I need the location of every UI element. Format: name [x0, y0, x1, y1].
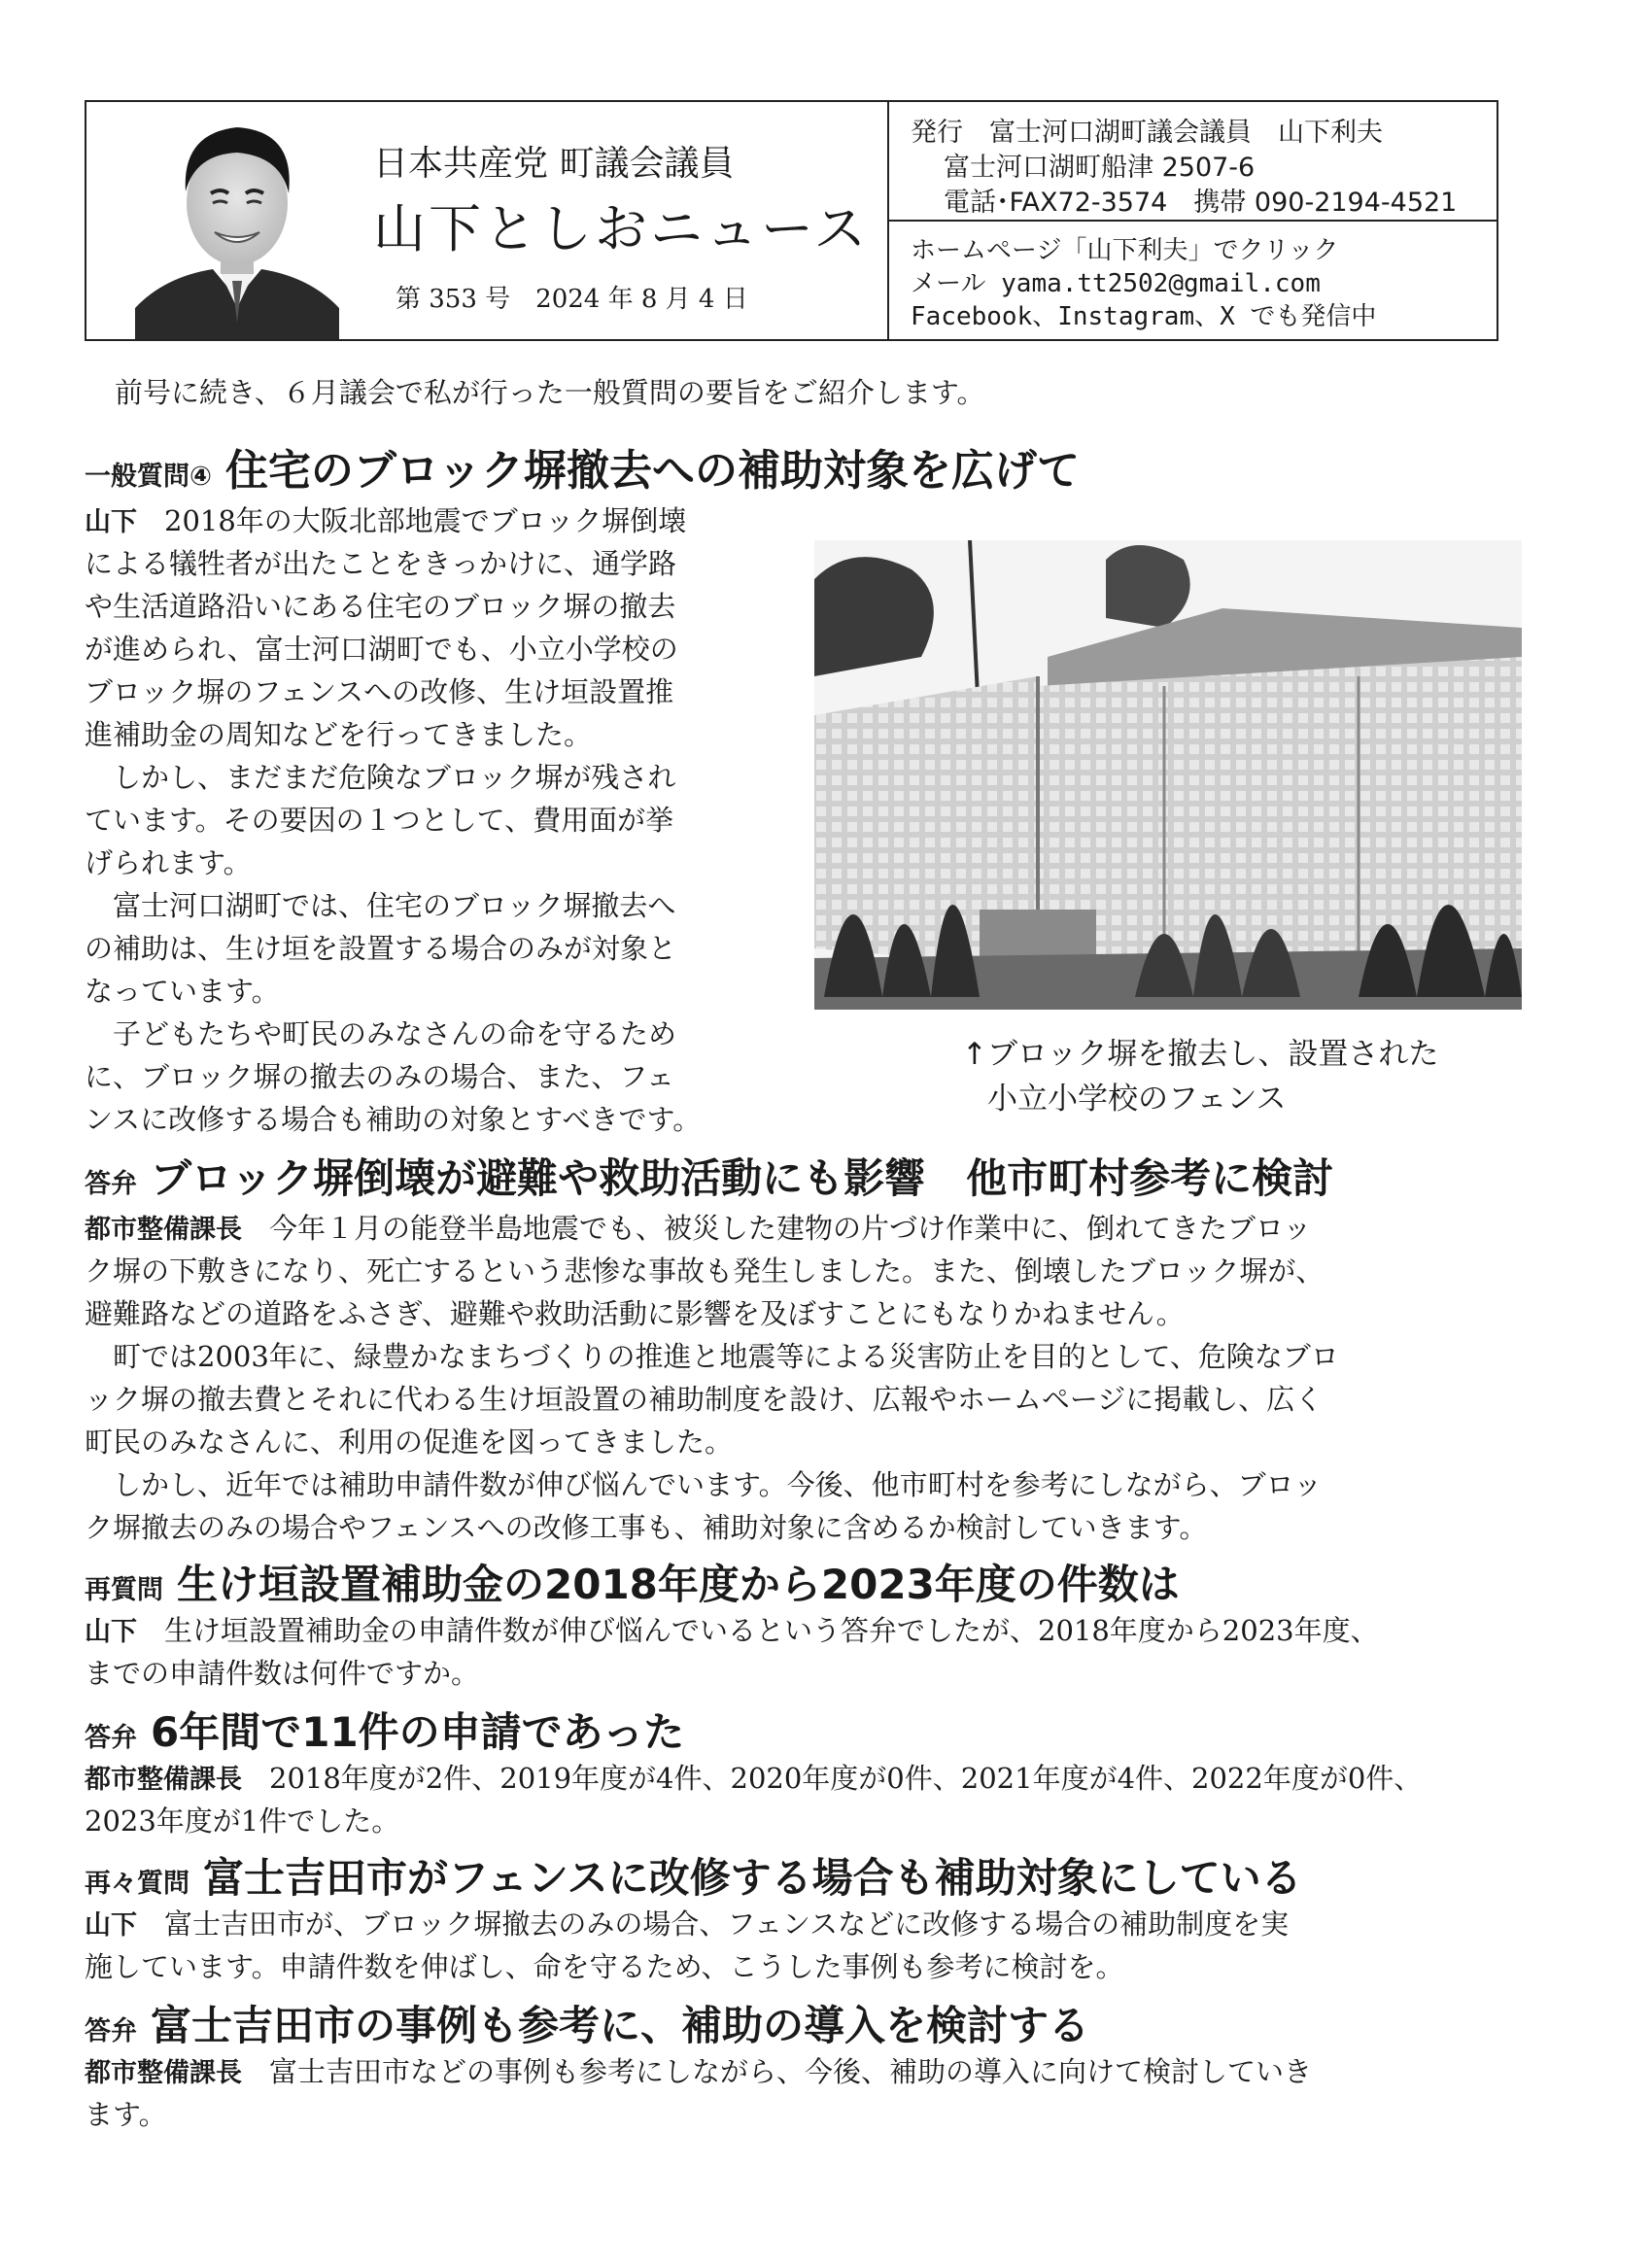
body-line: 都市整備課長 今年１月の能登半島地震でも、被災した建物の片づけ作業中に、倒れてきたブロッ [85, 1212, 1312, 1245]
section-tag: 再々質問 [85, 1869, 189, 1899]
body-line: 町民のみなさんに、利用の促進を図ってきました。 [85, 1426, 734, 1459]
issue-number-date: 第 353 号 2024 年 8 月 4 日 [396, 285, 748, 314]
body-line: に、ブロック塀の撤去のみの場合、また、フェ [85, 1060, 674, 1093]
party-affiliation: 日本共産党 町議会議員 [373, 144, 735, 184]
answer-heading [85, 1147, 1333, 1205]
question-heading [85, 435, 1080, 498]
section-title: ブロック塀倒壊が避難や救助活動にも影響 他市町村参考に検討 [151, 1154, 1334, 1202]
section-title: 生け垣設置補助金の2018年度から2023年度の件数は [177, 1561, 1180, 1608]
caption-line: ↑ブロック塀を撤去し、設置された [962, 1037, 1439, 1072]
social-line: Facebook、Instagram、X でも発信中 [911, 302, 1377, 331]
email-line: メール yama.tt2502@gmail.com [911, 269, 1321, 298]
body-line: 山下 富士吉田市が、ブロック塀撤去のみの場合、フェンスなどに改修する場合の補助制度を実 [85, 1907, 1290, 1941]
speaker-label: 都市整備課長 [85, 2058, 242, 2088]
photo-caption [962, 1032, 1438, 1121]
body-line: 子どもたちや町民のみなさんの命を守るため [85, 1017, 677, 1050]
newsletter-title: 山下としおニュース [373, 198, 870, 259]
section-tag: 答弁 [85, 2016, 137, 2046]
fence-photo [814, 540, 1522, 1010]
body-line: 山下 2018年の大阪北部地震でブロック塀倒壊 [85, 504, 687, 537]
section-title: 富士吉田市の事例も参考に、補助の導入を検討する [151, 2002, 1090, 2049]
body-line: ます。 [85, 2098, 167, 2131]
section-title: 富士吉田市がフェンスに改修する場合も補助対象にしている [203, 1854, 1302, 1902]
speaker-label: 都市整備課長 [85, 1215, 242, 1245]
body-line: ンスに改修する場合も補助の対象とすべきです。 [85, 1103, 702, 1136]
body-line: ク塀の下敷きになり、死亡するという悲惨な事故も発生しました。また、倒壊したブロック塀が、 [85, 1254, 1325, 1288]
section-tag: 一般質問④ [85, 462, 212, 492]
publisher-address: 富士河口湖町船津 2507-6 [944, 153, 1256, 183]
intro-text: 前号に続き、６月議会で私が行った一般質問の要旨をご紹介します。 [115, 376, 985, 409]
speaker-label: 山下 [85, 1910, 137, 1941]
newsletter-header [85, 100, 1498, 341]
publisher-info [911, 116, 1457, 221]
section-tag: 再質問 [85, 1575, 163, 1605]
body-line: げられます。 [85, 846, 252, 879]
section-tag: 答弁 [85, 1169, 137, 1199]
speaker-label: 都市整備課長 [85, 1765, 242, 1795]
answer-heading [85, 1701, 684, 1759]
councilor-portrait-photo [135, 114, 339, 339]
speaker-label: 山下 [85, 507, 137, 537]
question-heading [85, 1846, 1302, 1905]
section-title: 住宅のブロック塀撤去への補助対象を広げて [224, 446, 1080, 496]
body-line: ク塀撤去のみの場合やフェンスへの改修工事も、補助対象に含めるか検討していきます。 [85, 1511, 1208, 1544]
body-line: が進められ、富士河口湖町でも、小立小学校の [85, 633, 678, 666]
body-line: の補助は、生け垣を設置する場合のみが対象と [85, 932, 677, 965]
publisher-phone: 電話･FAX72-3574 携帯 090-2194-4521 [944, 188, 1458, 218]
answer-heading [85, 1994, 1089, 2052]
body-line: ック塀の撤去費とそれに代わる生け垣設置の補助制度を設け、広報やホームページに掲載し、広く [85, 1383, 1324, 1416]
question-heading [85, 1553, 1180, 1611]
body-line: 施しています。申請件数を伸ばし、命を守るため、こうした事例も参考に検討を。 [85, 1950, 1124, 1983]
body-line: 町では2003年に、緑豊かなまちづくりの推進と地震等による災害防止を目的として、危険なブロ [85, 1340, 1339, 1373]
body-line: 山下 生け垣設置補助金の申請件数が伸び悩んでいるという答弁でしたが、2018年度から2023年度、 [85, 1614, 1379, 1647]
homepage-line: ホームページ「山下利夫」でクリック [911, 236, 1339, 265]
body-line: 2023年度が1件でした。 [85, 1804, 400, 1838]
body-line: 進補助金の周知などを行ってきました。 [85, 718, 593, 751]
body-line: 避難路などの道路をふさぎ、避難や救助活動に影響を及ぼすことにもなりかねません。 [85, 1297, 1185, 1330]
body-line: しかし、近年では補助申請件数が伸び悩んでいます。今後、他市町村を参考にしながら、ブロッ [85, 1468, 1323, 1501]
body-line: や生活道路沿いにある住宅のブロック塀の撤去 [85, 590, 676, 623]
section-tag: 答弁 [85, 1723, 137, 1753]
body-line: 富士河口湖町では、住宅のブロック塀撤去へ [85, 889, 676, 922]
body-line: 都市整備課長 2018年度が2件、2019年度が4件、2020年度が0件、2021年度が4件、2022年度が0件、 [85, 1762, 1423, 1795]
caption-line: 小立小学校のフェンス [987, 1082, 1287, 1117]
web-contact [911, 234, 1376, 333]
body-line: しかし、まだまだ危険なブロック塀が残され [85, 761, 676, 794]
body-line: による犠牲者が出たことをきっかけに、通学路 [85, 547, 677, 580]
publisher-line: 発行 富士河口湖町議会議員 山下利夫 [911, 118, 1383, 148]
body-line: までの申請件数は何件ですか。 [85, 1657, 480, 1690]
section-title: 6年間で11件の申請であった [151, 1708, 685, 1756]
body-line: ています。その要因の１つとして、費用面が挙 [85, 804, 674, 837]
body-line: 都市整備課長 富士吉田市などの事例も参考にしながら、今後、補助の導入に向けて検討していき [85, 2055, 1313, 2088]
speaker-label: 山下 [85, 1617, 137, 1647]
body-line: ブロック塀のフェンスへの改修、生け垣設置推 [85, 675, 674, 708]
body-line: なっています。 [85, 975, 280, 1008]
